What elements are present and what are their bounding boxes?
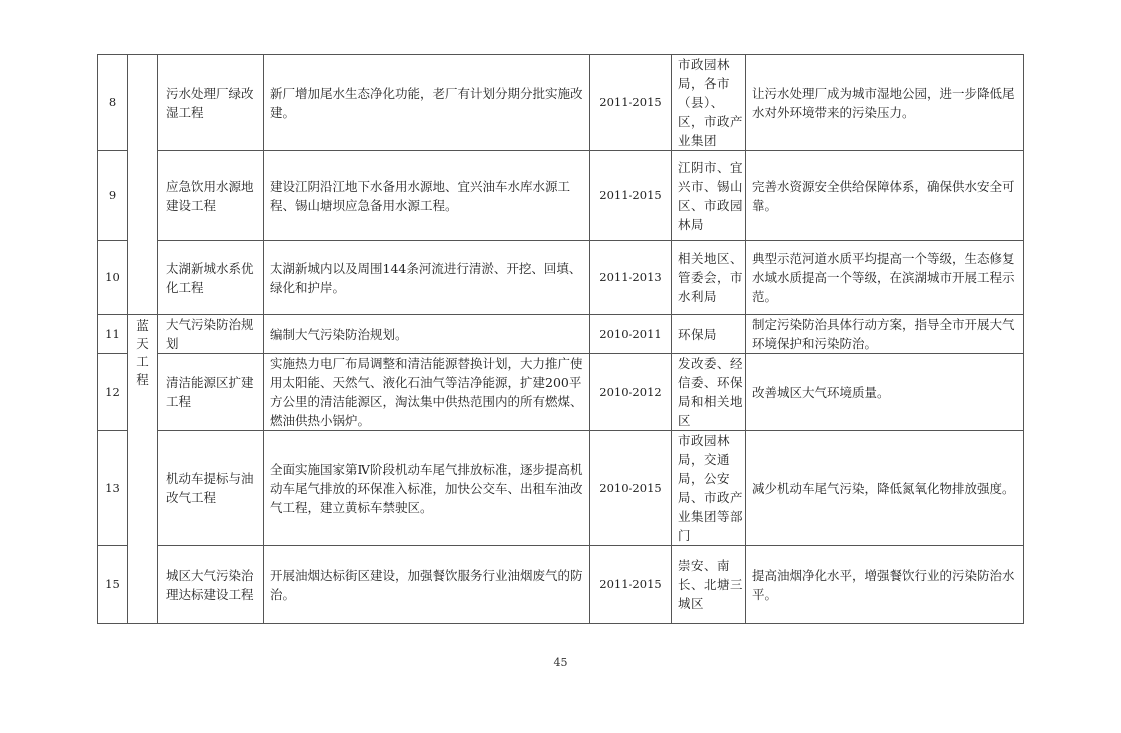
- table-row: [98, 354, 1024, 431]
- project-table: [97, 54, 1024, 624]
- project-content: 新厂增加尾水生态净化功能，老厂有计划分期分批实施改建。: [264, 55, 590, 151]
- row-number: 8: [98, 55, 128, 151]
- page-number: 45: [553, 656, 568, 669]
- project-goal: 典型示范河道水质平均提高一个等级，生态修复水域水质提高一个等级，在滨湖城市开展工程示范。: [746, 241, 1024, 315]
- responsible-dept: 相关地区、管委会，市水利局: [672, 241, 746, 315]
- project-name: 应急饮用水源地建设工程: [158, 151, 264, 241]
- project-content: 开展油烟达标街区建设，加强餐饮服务行业油烟废气的防治。: [264, 546, 590, 624]
- project-period: 2010-2015: [590, 431, 672, 546]
- project-period: 2010-2012: [590, 354, 672, 431]
- project-period: 2011-2015: [590, 546, 672, 624]
- row-number: 13: [98, 431, 128, 546]
- project-goal: 改善城区大气环境质量。: [746, 354, 1024, 431]
- row-number: 11: [98, 315, 128, 354]
- row-number: 10: [98, 241, 128, 315]
- project-goal: 制定污染防治具体行动方案，指导全市开展大气环境保护和污染防治。: [746, 315, 1024, 354]
- responsible-dept: 江阴市、宜兴市、锡山区、市政园林局: [672, 151, 746, 241]
- row-number: 15: [98, 546, 128, 624]
- row-number: 9: [98, 151, 128, 241]
- responsible-dept: 发改委、经信委、环保局和相关地区: [672, 354, 746, 431]
- category-cell-blank: [128, 55, 158, 315]
- category-label: 蓝天工程: [136, 318, 149, 387]
- row-number: 12: [98, 354, 128, 431]
- project-goal: 完善水资源安全供给保障体系，确保供水安全可靠。: [746, 151, 1024, 241]
- table-row: [98, 315, 1024, 354]
- table-row: [98, 151, 1024, 241]
- responsible-dept: 环保局: [672, 315, 746, 354]
- project-content: 全面实施国家第Ⅳ阶段机动车尾气排放标准，逐步提高机动车尾气排放的环保准入标准，加快公交车、出租车油改气工程，建立黄标车禁驶区。: [264, 431, 590, 546]
- project-period: 2010-2011: [590, 315, 672, 354]
- project-content: 建设江阴沿江地下水备用水源地、宜兴油车水库水源工程、锡山塘坝应急备用水源工程。: [264, 151, 590, 241]
- responsible-dept: 崇安、南长、北塘三城区: [672, 546, 746, 624]
- project-period: 2011-2013: [590, 241, 672, 315]
- project-content: 太湖新城内以及周围144条河流进行清淤、开挖、回填、绿化和护岸。: [264, 241, 590, 315]
- table-row: [98, 241, 1024, 315]
- table-row: [98, 55, 1024, 151]
- category-cell: [128, 315, 158, 624]
- project-name: 清洁能源区扩建工程: [158, 354, 264, 431]
- project-name: 大气污染防治规划: [158, 315, 264, 354]
- table-row: [98, 431, 1024, 546]
- project-name: 太湖新城水系优化工程: [158, 241, 264, 315]
- project-goal: 提高油烟净化水平，增强餐饮行业的污染防治水平。: [746, 546, 1024, 624]
- table-row: [98, 546, 1024, 624]
- project-name: 机动车提标与油改气工程: [158, 431, 264, 546]
- project-period: 2011-2015: [590, 55, 672, 151]
- project-name: 污水处理厂绿改湿工程: [158, 55, 264, 151]
- project-period: 2011-2015: [590, 151, 672, 241]
- project-content: 编制大气污染防治规划。: [264, 315, 590, 354]
- project-name: 城区大气污染治理达标建设工程: [158, 546, 264, 624]
- project-content: 实施热力电厂布局调整和清洁能源替换计划，大力推广使用太阳能、天然气、液化石油气等洁净能源，扩建200平方公里的清洁能源区，淘汰集中供热范围内的所有燃煤、燃油供热小锅炉。: [264, 354, 590, 431]
- project-goal: 减少机动车尾气污染，降低氮氧化物排放强度。: [746, 431, 1024, 546]
- responsible-dept: 市政园林局，交通局，公安局、市政产业集团等部门: [672, 431, 746, 546]
- project-goal: 让污水处理厂成为城市湿地公园，进一步降低尾水对外环境带来的污染压力。: [746, 55, 1024, 151]
- responsible-dept: 市政园林局，各市（县）、区，市政产业集团: [672, 55, 746, 151]
